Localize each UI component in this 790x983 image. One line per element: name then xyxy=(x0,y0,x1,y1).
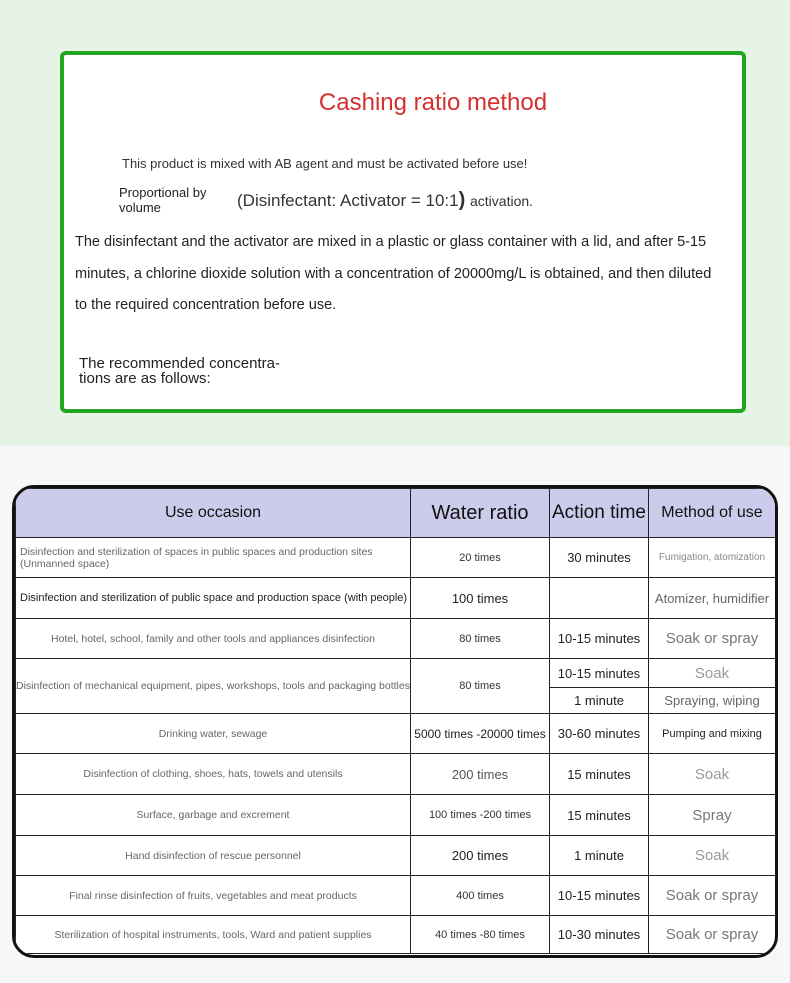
header-water-ratio: Water ratio xyxy=(411,489,550,538)
cell-water: 80 times xyxy=(411,659,550,714)
cell-occasion: Final rinse disinfection of fruits, vegetables and meat products xyxy=(16,876,411,916)
table-row xyxy=(16,538,776,578)
cell-time: 10-15 minutes xyxy=(550,619,649,659)
header-method-of-use: Method of use xyxy=(649,489,776,538)
cell-occasion: Sterilization of hospital instruments, tools, Ward and patient supplies xyxy=(16,916,411,954)
cell-method: Soak xyxy=(649,659,776,688)
cell-water: 400 times xyxy=(411,876,550,916)
cell-time: 1 minute xyxy=(550,836,649,876)
header-use-occasion: Use occasion xyxy=(16,489,411,538)
recommend-heading: The recommended concentra-tions are as follows: xyxy=(79,355,280,387)
table-row xyxy=(16,659,776,688)
cell-occasion: Hotel, hotel, school, family and other tools and appliances disinfection xyxy=(16,619,411,659)
cell-water: 80 times xyxy=(411,619,550,659)
cell-method: Soak or spray xyxy=(649,876,776,916)
cell-occasion: Disinfection of mechanical equipment, pipes, workshops, tools and packaging bottles xyxy=(16,659,411,714)
cell-time: 15 minutes xyxy=(550,754,649,795)
table-row xyxy=(16,836,776,876)
cell-time: 10-15 minutes xyxy=(550,876,649,916)
table-row xyxy=(16,795,776,836)
ratio-paren: ) xyxy=(458,189,466,211)
cell-water: 20 times xyxy=(411,538,550,578)
cell-method: Soak xyxy=(649,836,776,876)
cell-occasion: Surface, garbage and excrement xyxy=(16,795,411,836)
cell-method: Spraying, wiping xyxy=(649,688,776,714)
table-row xyxy=(16,714,776,754)
activation-warning: This product is mixed with AB agent and must be activated before use! xyxy=(122,156,528,171)
table-row xyxy=(16,916,776,954)
cell-time xyxy=(550,578,649,619)
cell-time: 30-60 minutes xyxy=(550,714,649,754)
cell-method: Soak or spray xyxy=(649,916,776,954)
cell-water: 100 times -200 times xyxy=(411,795,550,836)
card-title: Cashing ratio method xyxy=(318,89,548,116)
header-action-time: Action time xyxy=(550,489,649,538)
ratio-table-grid xyxy=(15,488,776,954)
cell-time: 10-15 minutes xyxy=(550,659,649,688)
cell-water: 100 times xyxy=(411,578,550,619)
ratio-table xyxy=(12,485,778,958)
cell-water: 200 times xyxy=(411,836,550,876)
cell-water: 5000 times -20000 times xyxy=(411,714,550,754)
cell-occasion: Disinfection and sterilization of public space and production space (with people) xyxy=(16,578,411,619)
cell-water: 200 times xyxy=(411,754,550,795)
cell-method: Soak or spray xyxy=(649,619,776,659)
cell-occasion: Hand disinfection of rescue personnel xyxy=(16,836,411,876)
table-row xyxy=(16,619,776,659)
cell-time: 15 minutes xyxy=(550,795,649,836)
table-row xyxy=(16,578,776,619)
cell-occasion: Disinfection of clothing, shoes, hats, towels and utensils xyxy=(16,754,411,795)
table-row xyxy=(16,876,776,916)
cell-time: 30 minutes xyxy=(550,538,649,578)
ratio-text: (Disinfectant: Activator = 10:1 xyxy=(237,191,459,210)
ratio-line xyxy=(237,189,533,212)
cell-time: 10-30 minutes xyxy=(550,916,649,954)
cell-water: 40 times -80 times xyxy=(411,916,550,954)
cell-occasion: Disinfection and sterilization of spaces in public spaces and production sites (Unmanned space) xyxy=(16,538,411,578)
cell-method: Spray xyxy=(649,795,776,836)
cell-occasion: Drinking water, sewage xyxy=(16,714,411,754)
cell-method: Pumping and mixing xyxy=(649,714,776,754)
info-card xyxy=(60,51,746,413)
table-row xyxy=(16,754,776,795)
cell-method: Soak xyxy=(649,754,776,795)
description: The disinfectant and the activator are mixed in a plastic or glass container with a lid, and after 5-15 minutes, a chlorine dioxide solution with a concentration of 20000mg/L is obtained, and then diluted to the required concentration before use. xyxy=(75,234,712,313)
cell-method: Atomizer, humidifier xyxy=(649,578,776,619)
cell-time: 1 minute xyxy=(550,688,649,714)
table-header-row xyxy=(16,489,776,538)
proportional-label: Proportional by volume xyxy=(119,185,207,215)
cell-method: Fumigation, atomization xyxy=(649,538,776,578)
activation-text: activation. xyxy=(470,193,534,209)
